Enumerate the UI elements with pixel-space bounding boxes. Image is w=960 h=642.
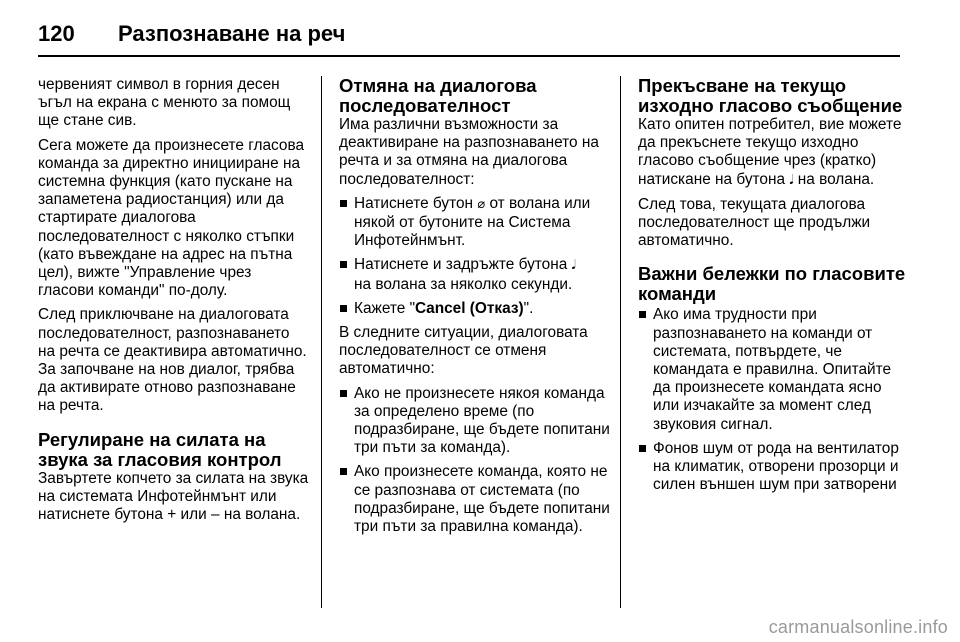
paragraph: Като опитен потребител, вие можете да прекъснете текущо изходно гласово съобщение чрез (кратко) натискане на бутона 𝅘𝅥 на волана. xyxy=(638,116,902,188)
list-item: Ако не произнесете някоя команда за определено време (по подразбиране, ще бъдете попитани три пъти за команда). xyxy=(339,385,611,458)
list-item: Натиснете бутон ⌀ от волана или някой от бутоните на Система Инфотейнмънт. xyxy=(339,195,611,251)
list-item: Фонов шум от рода на вентилатор на климатик, отворени прозорци и силен външен шум при затворени xyxy=(638,440,910,495)
paragraph: Има различни възможности за деактивиране на разпознаването на речта и за отмяна на диалогова последователност: xyxy=(339,116,599,188)
page-number: 120 xyxy=(38,21,75,46)
watermark: carmanualsonline.info xyxy=(768,617,948,637)
header-rule xyxy=(38,55,900,57)
list-item: Ако има трудности при разпознаването на команди от системата, потвърдете, че командата е правилна. Опитайте да произнесете командата ясно или изчакайте за момент след звуковия сигнал. xyxy=(638,306,910,433)
column-3 xyxy=(638,76,910,500)
column-2 xyxy=(339,76,611,542)
heading-interrupt: Прекъсване на текущо изходно гласово съобщение xyxy=(638,75,903,116)
heading-notes: Важни бележки по гласовите команди xyxy=(638,263,906,305)
bullet-list xyxy=(339,385,611,537)
paragraph: В следните ситуации, диалоговата последователност се отменя автоматично: xyxy=(339,324,588,378)
list-item: Кажете "Cancel (Отказ)". xyxy=(339,300,611,318)
paragraph: Сега можете да произнесете гласова команда за директно иницииране на системна функция (като пускане на запаметена радиостанция) или да стартирате диалогова последователност с няколко стъпки (като въвеждане на адрес на пътна цел), вижте "Управление чрез гласови команди" по-долу. xyxy=(38,136,305,300)
column-divider-2 xyxy=(620,76,621,608)
paragraph: След приключване на диалоговата последователност, разпознаването на речта се деактивира автоматично. За започване на нов диалог, трябва да активирате отново разпознаване на речта. xyxy=(38,306,307,415)
voice-button-icon: 𝅘𝅥 xyxy=(789,172,794,188)
column-divider-1 xyxy=(321,76,322,608)
list-item: Натиснете и задръжте бутона 𝅘𝅥 на волана за няколко секунди. xyxy=(339,256,611,293)
mute-button-icon: ⌀ xyxy=(477,196,486,212)
column-1 xyxy=(38,76,310,530)
list-item: Ако произнесете команда, която не се разпознава от системата (по подразбиране, ще бъдете попитани три пъти за правилна команда). xyxy=(339,463,611,536)
paragraph: След това, текущата диалогова последователност ще продължи автоматично. xyxy=(638,195,871,250)
voice-button-icon: 𝅘𝅥 xyxy=(571,258,576,274)
paragraph: червеният символ в горния десен ъгъл на екрана с менюто за помощ ще стане сив. xyxy=(38,76,291,130)
page-title: Разпознаване на реч xyxy=(118,21,346,46)
paragraph: Завъртете копчето за силата на звука на системата Инфотейнмънт или натиснете бутона + или – на волана. xyxy=(38,469,309,524)
heading-volume: Регулиране на силата на звука за гласовия контрол xyxy=(38,428,282,470)
heading-cancel: Отмяна на диалогова последователност xyxy=(339,75,537,116)
bullet-list xyxy=(339,195,611,318)
page-header xyxy=(38,14,345,54)
bullet-list xyxy=(638,306,910,494)
